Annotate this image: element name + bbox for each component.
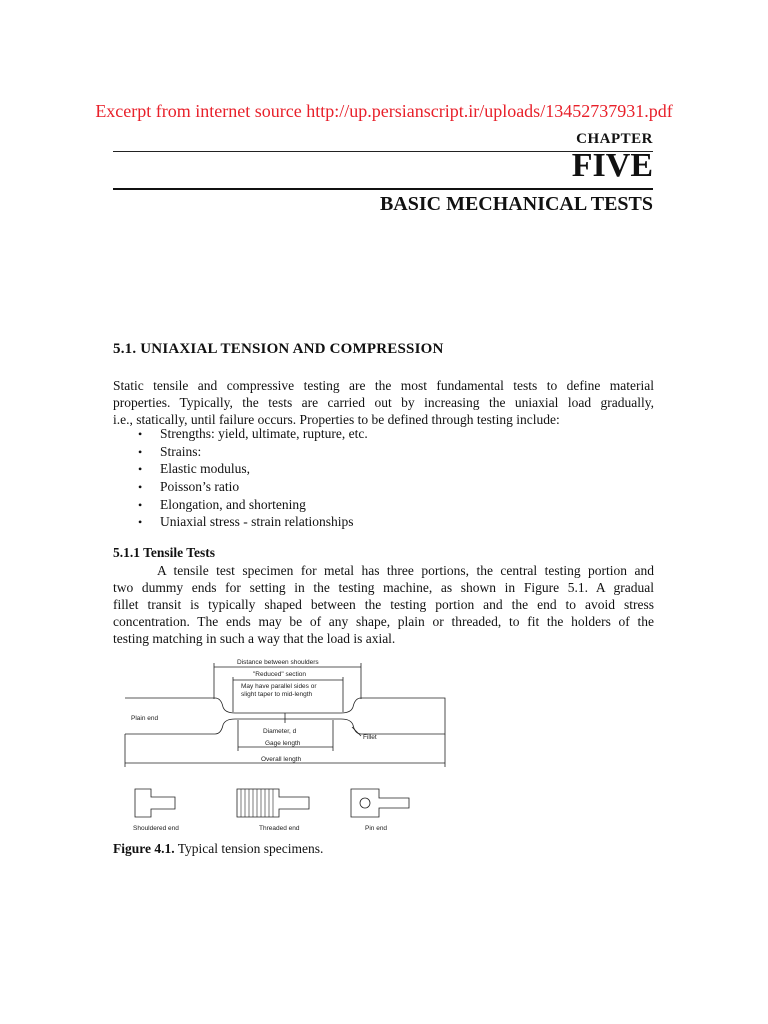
figure-label-reduced: "Reduced" section [253,671,307,678]
list-item: • Elastic modulus, [138,460,368,478]
figure-label-shouldered: Shouldered end [133,825,179,832]
figure-label-threaded: Threaded end [259,825,300,832]
bullet-icon: • [138,427,143,441]
list-item: • Uniaxial stress - strain relationships [138,513,368,531]
bullet-icon: • [138,462,143,477]
figure-label-overall: Overall length [261,756,302,763]
figure-label-gage: Gage length [265,740,301,747]
bullet-icon: • [138,515,143,530]
figure-label-diameter: Diameter, d [263,728,297,735]
list-item: • Strains: [138,443,368,461]
figure-label-may-have-1: May have parallel sides or [241,683,317,690]
bullet-icon: • [138,480,143,495]
bullet-icon: • [138,497,143,512]
tension-specimen-figure [113,655,473,835]
figure-caption [113,841,323,857]
intro-line: properties. Typically, the tests are carried out by increasing the uniaxial load gradually, [113,395,654,410]
body-line: two dummy ends for setting in the testing machine, as shown in Figure 5.1. A gradual [113,580,654,595]
tensile-paragraph [113,562,654,647]
intro-line: i.e., statically, until failure occurs. Properties to be defined through testing include: [113,412,560,427]
figure-label-pin: Pin end [365,825,388,832]
intro-paragraph [113,377,654,428]
chapter-number: FIVE [571,147,653,184]
chapter-bottom-rule [113,188,653,190]
body-line: A tensile test specimen for metal has three portions, the central testing portion and [113,563,654,578]
figure-label-distance: Distance between shoulders [237,659,319,666]
figure-label-plain-end: Plain end [131,715,159,722]
figure-caption-text: Typical tension specimens. [174,841,324,856]
body-line: testing matching in such a way that the load is axial. [113,631,396,646]
figure-caption-label: Figure 4.1. [113,841,175,856]
list-item: • Poisson’s ratio [138,478,368,496]
shouldered-end-shape [135,789,175,817]
body-line: concentration. The ends may be of any shape, plain or threaded, to fit the holders of the [113,614,654,629]
intro-line: Static tensile and compressive testing are the most fundamental tests to define material [113,378,654,393]
excerpt-source-note: Excerpt from internet source http://up.persianscript.ir/uploads/13452737931.pdf [95,101,673,121]
section-heading: 5.1. UNIAXIAL TENSION AND COMPRESSION [113,341,444,357]
chapter-title: BASIC MECHANICAL TESTS [379,193,653,215]
subsection-heading: 5.1.1 Tensile Tests [113,545,216,560]
list-item: • Strengths: yield, ultimate, rupture, etc. [138,425,368,443]
body-line: fillet transit is typically shaped between the testing portion and the end to avoid stress [113,597,654,612]
properties-list [138,425,368,531]
figure-label-fillet: Fillet [363,734,377,741]
figure-label-may-have-2: slight taper to mid-length [241,691,313,698]
list-item: • Elongation, and shortening [138,496,368,514]
chapter-label: CHAPTER [576,131,653,147]
bullet-icon: • [138,444,143,459]
